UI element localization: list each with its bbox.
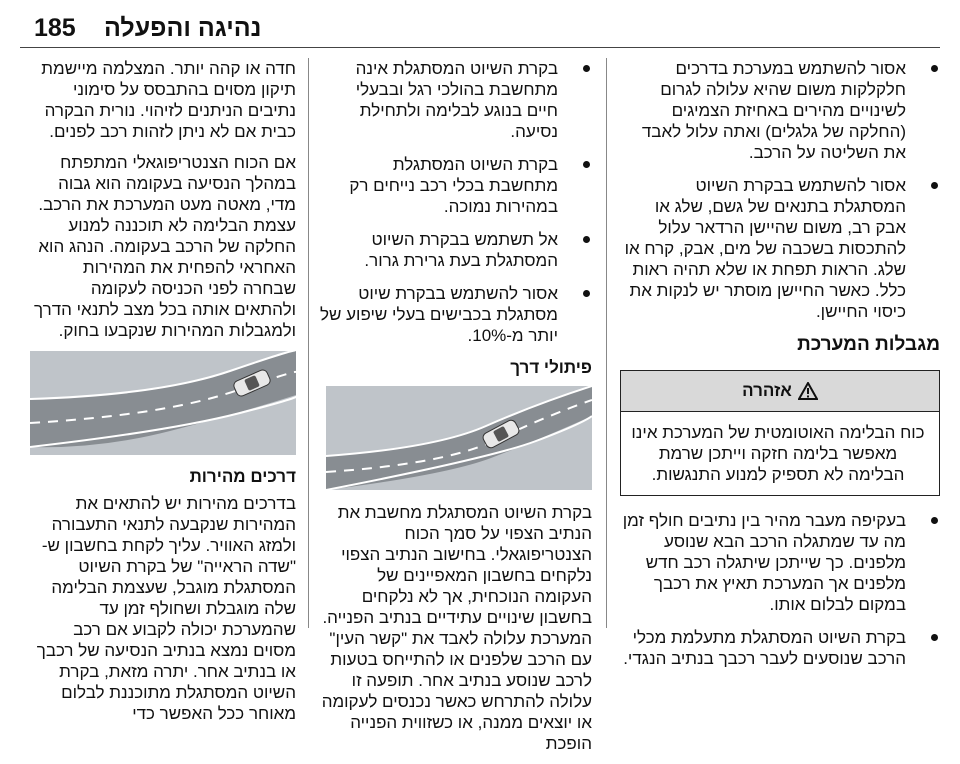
list-item bbox=[620, 175, 940, 322]
curved-road-illustration bbox=[326, 386, 592, 490]
bullet-list-middle bbox=[320, 58, 592, 346]
list-item-text: אסור להשתמש בבקרת השיוט המסתגלת בתנאים של גשם, שלג או אבק רב, משום שהיישן הרדאר עלול להתכסות בשכבה של מים, אבק, קרח או שלג. הראות תפחת או שלא תהיה ראות כלל. כאשר החיישן מוסתר יש לנקות את כיסוי החיישן. bbox=[624, 176, 906, 321]
list-item-text: אל תשתמש בבקרת השיוט המסתגלת בעת גרירת גרור. bbox=[364, 230, 558, 270]
list-item-text: בקרת השיוט המסתגלת מתחשבת בכלי רכב נייחים רק במהירות נמוכה. bbox=[349, 155, 558, 216]
curves-paragraph: בקרת השיוט המסתגלת מחשבת את הנתיב הצפוי על סמך הכוח הצנטריפוגאלי. בחישוב הנתיב הצפוי נלקחים בחשבון המאפיינים של העקומה הנוכחית, אך לא נלקחים בחשבון שינויים עתידיים בנתיב הפנייה. המערכת עלולה לאבד את "קשר העין" עם הרכב שלפנים או להתייחס בטעות לרכב שנוסע בנתיב אחר. תופעה זו עלולה להתרחש כאשר נכנסים לעקומה או יוצאים ממנה, או כשזווית הפנייה הופכת bbox=[321, 503, 592, 753]
section-heading: מגבלות המערכת bbox=[797, 334, 940, 355]
bullet-icon bbox=[931, 517, 938, 524]
list-item bbox=[620, 58, 940, 163]
list-item-text: בקרת השיוט המסתגלת מתעלמת מכלי הרכב שנוסעים לעבר רכבך בנתיב הנגדי. bbox=[623, 628, 906, 668]
list-item bbox=[320, 229, 592, 271]
column-left bbox=[30, 58, 296, 734]
header-rule bbox=[20, 47, 940, 48]
list-item bbox=[320, 283, 592, 346]
highway-illustration bbox=[30, 351, 296, 455]
bullet-icon bbox=[583, 236, 590, 243]
list-item bbox=[620, 510, 940, 615]
bullet-icon bbox=[931, 182, 938, 189]
subheading-highways: דרכים מהירות bbox=[189, 467, 296, 486]
column-divider-left bbox=[308, 58, 309, 628]
warning-box bbox=[620, 370, 940, 496]
bullet-icon bbox=[583, 290, 590, 297]
paragraph-bottom: בדרכים מהירות יש להתאים את המהירות שנקבעה לתנאי התעבורה ולמזג האוויר. עליך לקחת בחשבון ש-"שדה הראייה" של בקרת השיוט המסתגלת מוגבל, שעצמת הבלימה שלה מוגבלת ושחולף זמן עד שהמערכת יכולה לקבוע אם רכב מסוים נמצא בנתיב הנסיעה של רכבך או בנתיב אחר. יתרה מזאת, בקרת השיוט המסתגלת מתוכננת לבלום מאוחר ככל האפשר כדי bbox=[36, 494, 296, 723]
list-item bbox=[320, 58, 592, 142]
bullet-icon bbox=[931, 65, 938, 72]
list-item-text: בעקיפה מעבר מהיר בין נתיבים חולף זמן מה עד שמתגלה הרכב הבא שנוסע מלפנים. כך שייתכן שיתגלה רכב חדש מלפנים אך המערכת תאיץ את רכבך במקום לבלום אותו. bbox=[622, 511, 906, 614]
bullet-icon bbox=[583, 65, 590, 72]
list-item-text: אסור להשתמש בבקרת שיוט מסתגלת בכבישים בעלי שיפוע של יותר מ-10%. bbox=[320, 284, 558, 345]
bullet-list-bottom bbox=[620, 510, 940, 669]
warning-header bbox=[621, 371, 939, 412]
bullet-icon bbox=[931, 634, 938, 641]
chapter-title: נהיגה והפעלה bbox=[104, 14, 262, 42]
column-right bbox=[620, 58, 940, 681]
subheading-curves: פיתולי דרך bbox=[510, 358, 592, 377]
warning-title: אזהרה bbox=[742, 381, 792, 400]
paragraph-top: חדה או קהה יותר. המצלמה מיישמת תיקון מסוים בהתבסס על סימוני נתיבים הניתנים לזיהוי. נורית הבקרה כבית אם לא ניתן לזהות רכב לפנים. bbox=[41, 59, 296, 141]
list-item bbox=[620, 627, 940, 669]
page-number: 185 bbox=[34, 14, 76, 42]
warning-triangle-icon bbox=[798, 382, 818, 400]
bullet-icon bbox=[583, 161, 590, 168]
list-item bbox=[320, 154, 592, 217]
column-middle bbox=[320, 58, 592, 764]
warning-text: כוח הבלימה האוטומטית של המערכת אינו מאפשר בלימה חזקה וייתכן שרמת הבלימה לא תספיק למנוע התנגשות. bbox=[631, 423, 925, 484]
list-item-text: אסור להשתמש במערכת בדרכים חלקלקות משום שהיא עלולה לגרום לשינויים מהירים באחיזת הצמיגים (החלקה של גלגלים) ואתה עלול לאבד את השליטה על הרכב. bbox=[641, 59, 906, 162]
column-divider-right bbox=[606, 58, 607, 628]
bullet-list-top bbox=[620, 58, 940, 322]
paragraph-mid: אם הכוח הצנטריפוגאלי המתפתח במהלך הנסיעה בעקומה הוא גבוה מדי, מאטה מעט המערכת את הרכב. עצמת הבלימה לא תוכננה למנוע החלקה של הרכב בעקומה. הנהג הוא האחראי להפחית את המהירות שבחרה לפני הכניסה לעקומה ולהתאים אותה בכל מצב לתנאי הדרך ולמגבלות המהירות שנקבעו בחוק. bbox=[34, 153, 296, 340]
list-item-text: בקרת השיוט המסתגלת אינה מתחשבת בהולכי רגל ובבעלי חיים בנוגע לבלימה ולתחילת נסיעה. bbox=[355, 59, 558, 141]
page-header bbox=[0, 0, 960, 50]
